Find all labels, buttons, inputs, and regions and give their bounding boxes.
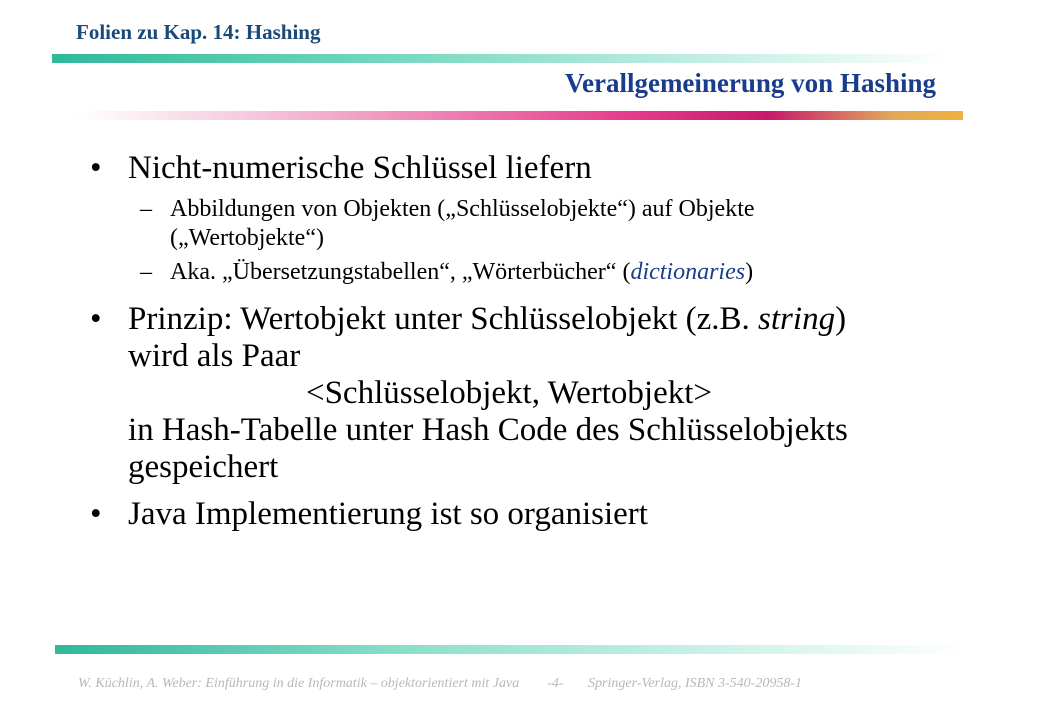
header-divider xyxy=(52,54,952,63)
bullet-1 xyxy=(90,150,970,187)
title-divider xyxy=(76,111,963,120)
bullet-1-sub-1-line-2: („Wertobjekte“) xyxy=(170,225,324,251)
header-title: Folien zu Kap. 14: Hashing xyxy=(76,20,321,44)
bullet-1-sub-2-close: ) xyxy=(745,259,754,285)
slide-title: Verallgemeinerung von Hashing xyxy=(564,68,936,98)
bullet-2-line-2: wird als Paar xyxy=(128,338,301,374)
footer-divider xyxy=(55,645,965,654)
bullet-2-line-1: Prinzip: Wertobjekt unter Schlüsselobjekt (z.B. xyxy=(128,301,759,337)
bullet-marker: • xyxy=(90,150,102,186)
bullet-2-line-1-close: ) xyxy=(835,301,847,337)
bullet-2 xyxy=(90,301,970,486)
sub-bullet-marker: – xyxy=(140,259,152,285)
bullet-3-text: Java Implementierung ist so organisiert xyxy=(128,496,648,532)
bullet-1-sub-2 xyxy=(140,258,970,287)
bullet-2-pair: <Schlüsselobjekt, Wertobjekt> xyxy=(305,375,713,411)
bullet-2-line-5: gespeichert xyxy=(128,449,279,485)
footer-text: W. Küchlin, A. Weber: Einführung in die Informatik – objektorientiert mit Java -4- Springer-Verlag, ISBN 3-540-20958-1 xyxy=(78,676,803,691)
string-term: string xyxy=(758,301,836,337)
sub-bullet-marker: – xyxy=(140,196,152,222)
bullet-marker: • xyxy=(90,496,102,532)
bullet-1-text: Nicht-numerische Schlüssel liefern xyxy=(128,150,592,186)
bullet-2-line-4: in Hash-Tabelle unter Hash Code des Schlüsselobjekts xyxy=(128,412,848,448)
slide-content xyxy=(90,150,970,533)
bullet-1-sub-2-text: Aka. „Übersetzungstabellen“, „Wörterbücher“ ( xyxy=(170,259,631,285)
bullet-1-sub-1 xyxy=(140,195,970,253)
bullet-marker: • xyxy=(90,301,102,337)
dictionaries-term: dictionaries xyxy=(630,259,746,285)
bullet-1-sub-1-line-1: Abbildungen von Objekten („Schlüsselobjekte“) auf Objekte xyxy=(170,196,755,222)
bullet-3 xyxy=(90,496,970,533)
